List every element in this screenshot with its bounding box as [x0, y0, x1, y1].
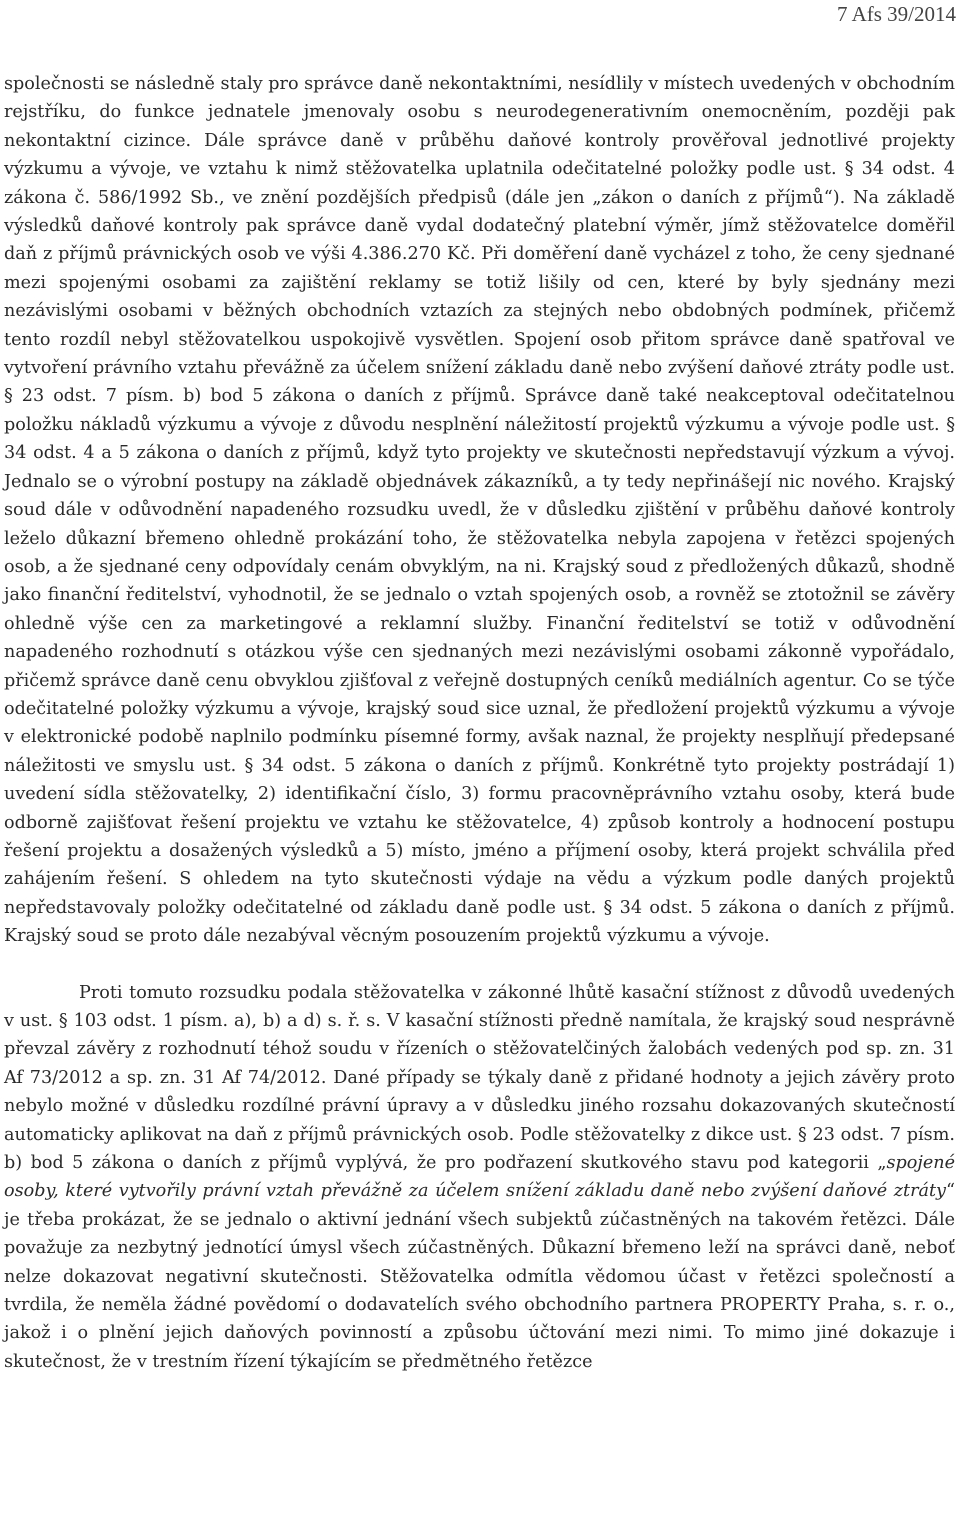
paragraph-2	[4, 979, 955, 1377]
italic-quote: spojené osoby, které vytvořily právní vztah převážně za účelem snížení základu daně nebo zvýšení daňové ztráty	[4, 1153, 955, 1202]
document-body	[4, 70, 955, 1376]
paragraph-2-text-start: Proti tomuto rozsudku podala stěžovatelka v zákonné lhůtě kasační stížnost z důvodů uvedených v ust. § 103 odst. 1 písm. a), b) a d) s. ř. s. V kasační stížnosti předně namítala, že krajský soud nesprávně převzal závěry z rozhodnutí téhož soudu v řízeních o stěžovatelčiných žalobách vedených pod sp. zn. 31 Af 73/2012 a sp. zn. 31 Af 74/2012. Dané případy se týkaly daně z přidané hodnoty a jejich závěry proto nebylo možné v důsledku rozdílné právní úpravy a v důsledku jiného rozsahu dokazovaných skutečností automaticky aplikovat na daň z příjmů právnických osob. Podle stěžovatelky z dikce ust. § 23 odst. 7 písm. b) bod 5 zákona o daních z příjmů vyplývá, že pro podřazení skutkového stavu pod kategorii „	[4, 982, 955, 1174]
case-number-header: 7 Afs 39/2014	[836, 2, 956, 26]
paragraph-2-text-end: “ je třeba prokázat, že se jednalo o aktivní jednání všech subjektů zúčastněných na takovém řetězci. Dále považuje za nezbytný jednotící úmysl všech zúčastněných. Důkazní břemeno leží na správci daně, neboť nelze dokazovat negativní skutečnosti. Stěžovatelka odmítla vědomou účast v řetězci společností a tvrdila, že neměla žádné povědomí o dodavatelích svého obchodního partnera PROPERTY Praha, s. r. o., jakož i o plnění jejich daňových povinností a způsobu účtování mezi nimi. To mimo jiné dokazuje i skutečnost, že v trestním řízení týkajícím se předmětného řetězce	[4, 1181, 955, 1372]
paragraph-1: společnosti se následně staly pro správce daně nekontaktními, nesídlily v místech uvedených v obchodním rejstříku, do funkce jednatele jmenovaly osobu s neurodegenerativním onemocněním, později pak nekontaktní cizince. Dále správce daně v průběhu daňové kontroly prověřoval jednotlivé projekty výzkumu a vývoje, ve vztahu k nimž stěžovatelka uplatnila odečitatelné položky podle ust. § 34 odst. 4 zákona č. 586/1992 Sb., ve znění pozdějších předpisů (dále jen „zákon o daních z příjmů“). Na základě výsledků daňové kontroly pak správce daně vydal dodatečný platební výměr, jímž stěžovatelce doměřil daň z příjmů právnických osob ve výši 4.386.270 Kč. Při doměření daně vycházel z toho, že ceny sjednané mezi spojenými osobami za zajištění reklamy se totiž lišily od cen, které by byly sjednány mezi nezávislými osobami v běžných obchodních vztazích za stejných nebo obdobných podmínek, přičemž tento rozdíl nebyl stěžovatelkou uspokojivě vysvětlen. Spojení osob přitom správce daně spatřoval ve vytvoření právního vztahu převážně za účelem snížení základu daně nebo zvýšení daňové ztráty podle ust. § 23 odst. 7 písm. b) bod 5 zákona o daních z příjmů. Správce daně také neakceptoval odečitatelnou položku nákladů výzkumu a vývoje z důvodu nesplnění náležitostí projektů výzkumu a vývoje podle ust. § 34 odst. 4 a 5 zákona o daních z příjmů, když tyto projekty ve skutečnosti nepředstavují výzkum a vývoj. Jednalo se o výrobní postupy na základě objednávek zákazníků, a ty tedy nepřinášejí nic nového. Krajský soud dále v odůvodnění napadeného rozsudku uvedl, že v důsledku zjištění v průběhu daňové kontroly leželo důkazní břemeno ohledně prokázání toho, že stěžovatelka nebyla zapojena v řetězci spojených osob, a že sjednané ceny odpovídaly cenám obvyklým, na ni. Krajský soud z předložených důkazů, shodně jako finanční ředitelství, vyhodnotil, že se jednalo o vztah spojených osob, a rovněž se ztotožnil se závěry ohledně výše cen za marketingové a reklamní služby. Finanční ředitelství se totiž v odůvodnění napadeného rozhodnutí s otázkou výše cen sjednaných mezi nezávislými osobami zákonně vypořádalo, přičemž správce daně cenu obvyklou zjišťoval z veřejně dostupných ceníků mediálních agentur. Co se týče odečitatelné položky výzkumu a vývoje, krajský soud sice uznal, že předložení projektů výzkumu a vývoje v elektronické podobě naplnilo podmínku písemné formy, avšak naznal, že projekty nesplňují předepsané náležitosti ve smyslu ust. § 34 odst. 5 zákona o daních z příjmů. Konkrétně tyto projekty postrádají 1) uvedení sídla stěžovatelky, 2) identifikační číslo, 3) formu pracovněprávního vztahu osoby, která bude odborně zajišťovat řešení projektu ve vztahu ke stěžovatelce, 4) způsob kontroly a hodnocení postupu řešení projektu a dosažených výsledků a 5) místo, jméno a příjmení osoby, která projekt schválila před zahájením řešení. S ohledem na tyto skutečnosti výdaje na vědu a výzkum podle daných projektů nepředstavovaly položky odečitatelné od základu daně podle ust. § 34 odst. 5 zákona o daních z příjmů. Krajský soud se proto dále nezabýval věcným posouzením projektů výzkumu a vývoje.	[4, 74, 955, 947]
